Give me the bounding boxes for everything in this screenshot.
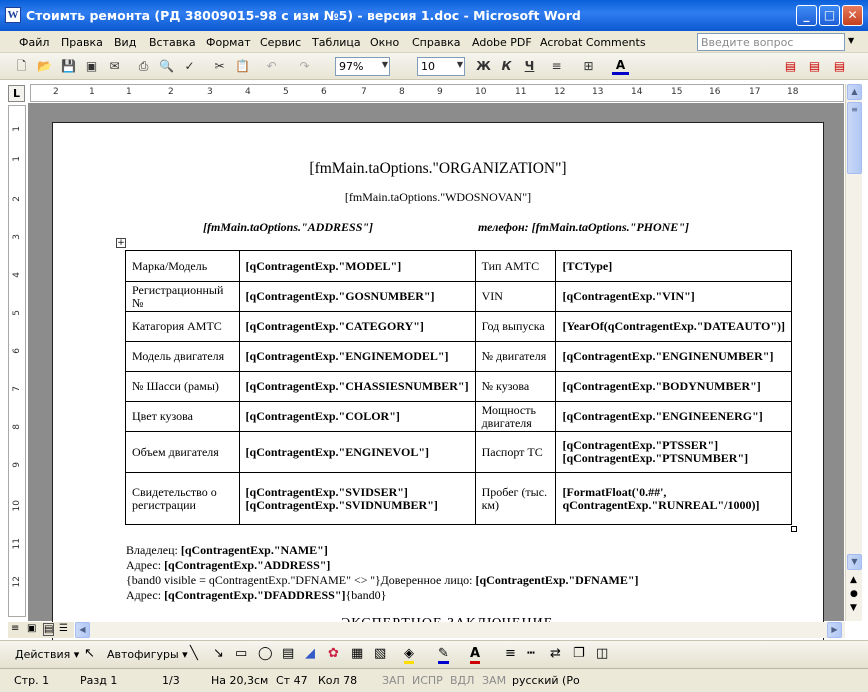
print-icon[interactable]: ⎙ <box>138 59 149 73</box>
scroll-down-icon[interactable]: ▼ <box>847 554 862 570</box>
owner-label: Владелец: <box>126 543 178 557</box>
ruler-number: 16 <box>709 87 721 97</box>
undo-icon[interactable]: ↶ <box>266 59 277 73</box>
table-cell[interactable]: [qContragentExp."ENGINEMODEL"] <box>239 342 475 372</box>
ruler-number: 9 <box>12 462 22 468</box>
diagram-icon[interactable]: ✿ <box>328 646 339 661</box>
table-cell[interactable]: [qContragentExp."BODYNUMBER"] <box>556 372 792 402</box>
table-cell[interactable]: [TCType] <box>556 251 792 282</box>
table-move-handle-icon[interactable]: + <box>117 238 125 248</box>
line-style-icon[interactable]: ≡ <box>505 646 516 661</box>
draw-actions-button[interactable]: Действия ▾ <box>15 648 80 661</box>
convert-to-pdf-icon[interactable]: ▤ <box>784 59 797 73</box>
browse-object-icon[interactable]: ● <box>850 589 858 599</box>
menu-table[interactable]: Таблица <box>312 36 361 49</box>
scroll-thumb[interactable]: ≡ <box>847 102 862 174</box>
owner-value: [qContragentExp."NAME"] <box>180 543 328 557</box>
tab-selector-button[interactable]: L <box>8 85 25 102</box>
insert-picture-icon[interactable]: ▧ <box>374 646 387 661</box>
ruler-number: 15 <box>671 87 683 97</box>
borders-icon[interactable]: ⊞ <box>583 59 594 73</box>
chevron-down-icon: ▼ <box>381 60 388 69</box>
status-language: русский (Ро <box>512 674 580 687</box>
draw-actions-label: Действия <box>15 648 71 661</box>
phone-field: телефон: [fmMain.taOptions."PHONE"] <box>478 220 689 234</box>
table-cell[interactable]: [qContragentExp."PTSSER"] [qContragentExp."PTSNUMBER"] <box>556 432 792 473</box>
ruler-number: 3 <box>12 234 22 240</box>
outline-view-icon[interactable]: ☰ <box>59 623 68 634</box>
ruler-number: 12 <box>554 87 566 97</box>
font-size-value: 10 <box>421 60 435 73</box>
standard-toolbar <box>0 53 868 80</box>
ruler-number: 1 <box>89 87 95 97</box>
status-position: На 20,3см <box>211 674 269 687</box>
menu-help[interactable]: Справка <box>412 36 461 49</box>
table-cell[interactable]: [YearOf(qContragentExp."DATEAUTO")] <box>556 312 792 342</box>
chevron-down-icon: ▼ <box>456 60 463 69</box>
ruler-number: 10 <box>475 87 487 97</box>
menu-file[interactable]: Файл <box>19 36 50 49</box>
ruler-number: 6 <box>321 87 327 97</box>
address-line <box>126 558 330 573</box>
italic-button[interactable]: К <box>501 59 512 73</box>
organization-field: [fmMain.taOptions."ORGANIZATION"] <box>309 160 567 177</box>
ruler-number: 8 <box>399 87 405 97</box>
table-cell[interactable]: [qContragentExp."ENGINENUMBER"] <box>556 342 792 372</box>
menu-window[interactable]: Окно <box>370 36 400 49</box>
ruler-number: 3 <box>207 87 213 97</box>
ruler-number: 2 <box>168 87 174 97</box>
web-view-icon[interactable]: ▣ <box>27 623 37 634</box>
open-folder-icon[interactable]: 📂 <box>37 59 52 73</box>
vertical-ruler[interactable] <box>8 105 26 617</box>
table-cell[interactable]: Тип АМТС <box>475 251 556 282</box>
trustee-address-line <box>126 588 386 603</box>
text-box-icon[interactable]: ▤ <box>282 646 295 661</box>
align-justify-icon[interactable]: ≡ <box>551 59 562 73</box>
trustee-address-label: Адрес: <box>126 588 162 602</box>
ruler-number: 10 <box>12 500 22 512</box>
paste-icon[interactable]: 📋 <box>235 59 250 73</box>
arrow-style-icon[interactable]: ⇄ <box>550 646 561 661</box>
address-label: Адрес: <box>126 558 162 572</box>
ruler-number: 7 <box>12 386 22 392</box>
ruler-number: 1 <box>12 126 22 132</box>
document-area[interactable] <box>28 103 844 621</box>
ruler-number: 1 <box>126 87 132 97</box>
autoshapes-button[interactable]: Автофигуры ▾ <box>107 648 188 661</box>
pdf-email-icon[interactable]: ▤ <box>808 59 821 73</box>
menu-edit[interactable]: Правка <box>61 36 103 49</box>
minimize-button[interactable]: _ <box>796 5 817 26</box>
ruler-number: 8 <box>12 424 22 430</box>
dash-style-icon[interactable]: ┅ <box>527 646 535 661</box>
table-cell[interactable]: № Шасси (рамы) <box>126 372 240 402</box>
prev-page-icon[interactable]: ▲ <box>850 575 857 585</box>
save-icon[interactable]: 💾 <box>61 59 76 73</box>
wdosnovan-field: [fmMain.taOptions."WDOSNOVAN"] <box>344 190 532 204</box>
ruler-number: 2 <box>12 196 22 202</box>
new-document-icon[interactable]: 🗋 <box>16 59 27 73</box>
next-page-icon[interactable]: ▼ <box>850 603 857 613</box>
table-cell[interactable]: Свидетельство о регистрации <box>126 473 240 525</box>
table-cell[interactable]: [qContragentExp."COLOR"] <box>239 402 475 432</box>
zoom-combo[interactable] <box>335 57 390 76</box>
table-cell[interactable]: [qContragentExp."GOSNUMBER"] <box>239 282 475 312</box>
table-cell[interactable]: Паспорт ТС <box>475 432 556 473</box>
clip-art-icon[interactable]: ▦ <box>351 646 364 661</box>
ruler-number: 11 <box>515 87 527 97</box>
wordart-icon[interactable]: ◢ <box>305 646 315 661</box>
menu-insert[interactable]: Вставка <box>149 36 196 49</box>
table-resize-handle[interactable] <box>791 526 797 532</box>
arrow-icon[interactable]: ↘ <box>213 646 224 661</box>
line-icon[interactable]: ╲ <box>190 646 198 661</box>
ruler-number: 5 <box>12 310 22 316</box>
table-cell[interactable]: [qContragentExp."ENGINEENERG"] <box>556 402 792 432</box>
normal-view-icon[interactable]: ≡ <box>11 623 20 634</box>
ruler-number: 1 <box>12 156 22 162</box>
status-track-changes[interactable]: ИСПР <box>412 674 443 687</box>
permission-icon[interactable]: ▣ <box>85 59 98 73</box>
close-button[interactable]: ✕ <box>842 5 863 26</box>
title-bar <box>0 0 868 31</box>
horizontal-scrollbar[interactable] <box>75 622 845 638</box>
table-cell[interactable]: [FormatFloat('0.##', qContragentExp."RUNREAL"/1000)] <box>556 473 792 525</box>
scroll-up-icon[interactable]: ▲ <box>847 84 862 100</box>
menu-adobe-pdf[interactable]: Adobe PDF <box>472 36 532 49</box>
ruler-number: 11 <box>12 538 22 550</box>
status-section: Разд 1 <box>80 674 118 687</box>
table-cell[interactable]: № кузова <box>475 372 556 402</box>
ruler-number: 6 <box>12 348 22 354</box>
table-row <box>126 282 792 312</box>
print-layout-view-icon[interactable]: ▤ <box>44 624 54 635</box>
ruler-number: 4 <box>245 87 251 97</box>
trustee-address-value: [qContragentExp."DFADDRESS"] <box>164 588 346 602</box>
band-suffix: {band0} <box>345 588 387 602</box>
table-cell[interactable]: [qContragentExp."MODEL"] <box>239 251 475 282</box>
table-cell[interactable]: Год выпуска <box>475 312 556 342</box>
table-cell[interactable]: Регистрационный № <box>126 282 240 312</box>
ruler-number: 5 <box>283 87 289 97</box>
table-row <box>126 312 792 342</box>
scroll-left-icon[interactable]: ◀ <box>75 622 90 638</box>
vertical-scrollbar[interactable] <box>845 84 862 621</box>
fill-color-icon[interactable]: ◈ <box>404 646 414 664</box>
redo-icon[interactable]: ↷ <box>299 59 310 73</box>
drawing-toolbar <box>0 640 868 668</box>
ruler-number: 17 <box>749 87 761 97</box>
table-row <box>126 432 792 473</box>
table-cell[interactable]: Мощность двигателя <box>475 402 556 432</box>
status-record[interactable]: ЗАП <box>382 674 405 687</box>
address-value: [qContragentExp."ADDRESS"] <box>164 558 331 572</box>
address-field: [fmMain.taOptions."ADDRESS"] <box>203 220 374 234</box>
status-column: Кол 78 <box>318 674 358 687</box>
band-line <box>126 573 639 588</box>
owner-line <box>126 543 328 558</box>
table-cell[interactable]: Объем двигателя <box>126 432 240 473</box>
ruler-number: 18 <box>787 87 799 97</box>
trustee-value: [qContragentExp."DFNAME"] <box>475 573 639 587</box>
ruler-number: 2 <box>53 87 59 97</box>
status-overtype[interactable]: ЗАМ <box>482 674 507 687</box>
table-row <box>126 473 792 525</box>
table-row <box>126 342 792 372</box>
table-cell[interactable]: Марка/Модель <box>126 251 240 282</box>
table-cell[interactable]: VIN <box>475 282 556 312</box>
bold-button[interactable]: Ж <box>476 59 491 73</box>
table-cell[interactable]: Цвет кузова <box>126 402 240 432</box>
horizontal-ruler[interactable] <box>30 84 844 102</box>
ruler-number: 9 <box>437 87 443 97</box>
font-color-icon[interactable]: A <box>612 58 629 75</box>
cut-icon[interactable]: ✂ <box>214 59 225 73</box>
table-cell[interactable]: Пробег (тыс. км) <box>475 473 556 525</box>
table-cell[interactable]: № двигателя <box>475 342 556 372</box>
spelling-icon[interactable]: ✓ <box>184 59 195 73</box>
status-bar <box>0 668 868 692</box>
ruler-number: 4 <box>12 272 22 278</box>
ruler-number: 7 <box>361 87 367 97</box>
vehicle-table[interactable] <box>125 250 792 525</box>
menu-view[interactable]: Вид <box>114 36 137 49</box>
menu-format[interactable]: Формат <box>206 36 251 49</box>
table-cell[interactable]: Катагория АМТС <box>126 312 240 342</box>
table-row <box>126 402 792 432</box>
band-prefix: {band0 visible = qContragentExp."DFNAME" <> ''}Доверенное лицо: <box>126 573 473 587</box>
3d-style-icon[interactable]: ◫ <box>596 646 609 661</box>
table-cell[interactable]: [qContragentExp."SVIDSER"] [qContragentExp."SVIDNUMBER"] <box>239 473 475 525</box>
table-cell[interactable]: Модель двигателя <box>126 342 240 372</box>
font-color-draw-icon[interactable]: A <box>470 646 480 664</box>
ruler-number: 12 <box>12 576 22 588</box>
line-color-icon[interactable]: ✎ <box>438 646 449 664</box>
rectangle-icon[interactable]: ▭ <box>235 646 248 661</box>
window-title: Стоимть ремонта (РД 38009015-98 с изм №5) - версия 1.doc - Microsoft Word <box>26 8 581 23</box>
autoshapes-label: Автофигуры <box>107 648 179 661</box>
table-cell[interactable]: [qContragentExp."VIN"] <box>556 282 792 312</box>
table-cell[interactable]: [qContragentExp."CHASSIESNUMBER"] <box>239 372 475 402</box>
help-dropdown-icon[interactable]: ▼ <box>848 36 855 45</box>
status-page: Стр. 1 <box>14 674 50 687</box>
table-cell[interactable]: [qContragentExp."ENGINEVOL"] <box>239 432 475 473</box>
menu-acrobat-comments[interactable]: Acrobat Comments <box>540 36 646 49</box>
email-icon[interactable]: ✉ <box>109 59 120 73</box>
word-app-icon[interactable]: W <box>5 7 21 23</box>
ruler-number: 14 <box>631 87 643 97</box>
ruler-number: 13 <box>592 87 604 97</box>
font-size-combo[interactable] <box>417 57 465 76</box>
zoom-value: 97% <box>339 60 364 73</box>
underline-button[interactable]: Ч <box>524 59 535 73</box>
status-extend[interactable]: ВДЛ <box>450 674 475 687</box>
status-page-count: 1/3 <box>162 674 180 687</box>
help-search-input[interactable]: Введите вопрос <box>697 33 845 51</box>
status-line: Ст 47 <box>276 674 308 687</box>
table-row <box>126 372 792 402</box>
table-cell[interactable]: [qContragentExp."CATEGORY"] <box>239 312 475 342</box>
pdf-review-icon[interactable]: ▤ <box>833 59 846 73</box>
maximize-button[interactable]: □ <box>819 5 840 26</box>
view-buttons <box>8 622 74 638</box>
document-page[interactable] <box>52 122 824 642</box>
oval-icon[interactable]: ◯ <box>258 646 273 661</box>
menu-tools[interactable]: Сервис <box>260 36 302 49</box>
shadow-style-icon[interactable]: ❐ <box>573 646 585 661</box>
print-preview-icon[interactable]: 🔍 <box>159 59 174 73</box>
table-row <box>126 251 792 282</box>
scroll-right-icon[interactable]: ▶ <box>827 622 842 638</box>
select-pointer-icon[interactable]: ↖ <box>84 646 95 661</box>
